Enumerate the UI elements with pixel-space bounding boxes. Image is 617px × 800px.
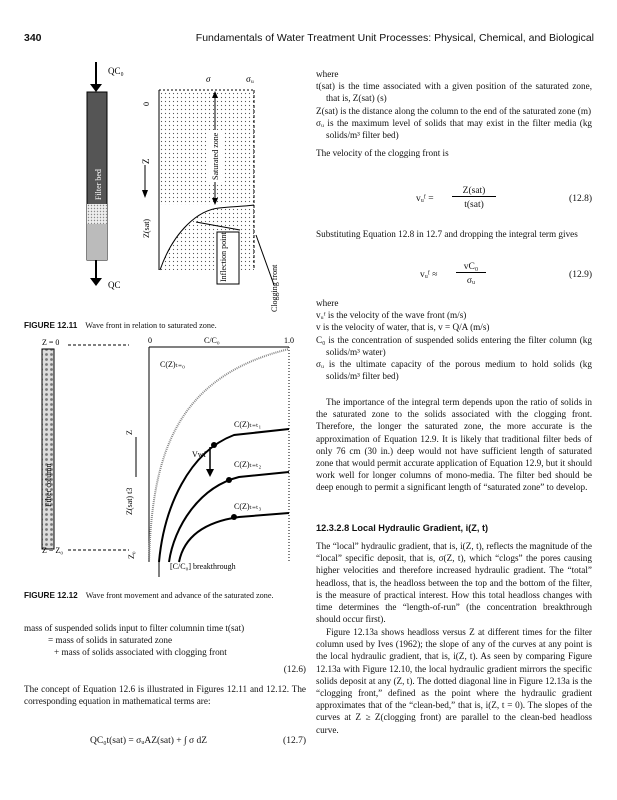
qc-label: QC — [108, 280, 121, 290]
breakthrough-label: [C/C₀] breakthrough — [170, 562, 236, 571]
c-over-c0-label: C/C₀ — [204, 337, 220, 345]
paragraph-local-gradient: The “local” hydraulic gradient, that is, i(Z, t), reflects the magnitude of the “local” specific deposit, that is, σ(Z, t), which “clogs” the pores causing higher velocities and therefore increased hydraulic gradient. The “total” headloss, that is, the headloss between the top and the bottom of the filter, is the measure of practical interest. How this total headloss changes with time determines the “length-of-run” (the concentration breakthrough should occur first). — [316, 541, 592, 625]
eq8-number: (12.8) — [569, 194, 592, 204]
c-t0-label: C(Z)ₜ₌₀ — [160, 360, 185, 369]
eq7-number: (12.7) — [283, 736, 306, 746]
paragraph-integral-term: The importance of the integral term depends upon the ratio of solids in the saturated zone to the solids associated with the clogging front. Therefore, the longer the saturated zone, the more accurate is the approximation of Equation 12.9. It is likely that traditional filter beds of only 76 cm (30 in.) deep would not have sufficient length of saturated zone that would permit accurate application of Equation 12.9, but it should work well for longer columns of mono-media. The filter bed should be deep enough to permit a significant length of “saturated zone” to develop. — [316, 397, 592, 493]
clogging-front-label: Clogging front — [270, 264, 279, 312]
curve-t2 — [169, 472, 289, 562]
equation-12-8 — [316, 186, 592, 216]
saturated-zone-label: Saturated zone — [211, 132, 220, 180]
eq9-numerator: vC₀ — [456, 262, 486, 273]
sigma-label: σ — [206, 74, 211, 84]
figure-12-12-caption-text: Wave front movement and advance of the saturated zone. — [85, 591, 274, 600]
inflection-label: Inflection point — [219, 232, 228, 282]
vwf-label: Vwf — [192, 450, 207, 459]
def-sigma-u-2: σᵤ is the ultimate capacity of the porous medium to hold solids (kg solids/m³ filter bed) — [316, 359, 592, 382]
c-t1-label: C(Z)ₜ₌ₜ₁ — [234, 420, 262, 429]
z-bottom-label: Z₀ — [127, 551, 136, 559]
equation-12-7 — [90, 736, 306, 754]
paragraph-figure-12-13: Figure 12.13a shows headloss versus Z at different times for the filter column used by Ives (1962); the slope of any of the curves at any point is the local hydraulic gradient, that is, i(Z, t). As seen by comparing Figure 12.13a with Figure 12.10, the local hydraulic gradient mirrors the specific solids deposit at any (Z, t). The dotted diagonal line in Figure 12.13a is the “clogging front,” defined as the point where the hydraulic gradient approximates that of the “clean-bed,” that is, i(Z, t = 0). The slopes of the curves at Z ≥ Z(clogging front) are parallel to the clean-bed headloss curve. — [316, 627, 592, 735]
page-header — [24, 32, 594, 46]
eq6-line1: mass of suspended solids input to filter columnin time t(sat) — [24, 623, 245, 633]
where-1: where — [316, 69, 339, 79]
sigma-u-label: σᵤ — [246, 74, 254, 84]
curve-t3 — [179, 513, 289, 562]
def-tsat: t(sat) is the time associated with a given position of the saturated zone, that is, Z(sat) (s) — [316, 81, 592, 104]
def-c0: C₀ is the concentration of suspended solids entering the filter column (kg solids/m³ water) — [316, 334, 592, 357]
figure-12-11-caption-text: Wave front in relation to saturated zone. — [85, 321, 217, 330]
right-where-block — [316, 297, 592, 382]
left-paragraph: The concept of Equation 12.6 is illustrated in Figures 12.11 and 12.12. The corresponding equation in mathematical terms are: — [24, 684, 306, 707]
def-vwf: vᵤᶠ is the velocity of the wave front (m/s) — [316, 310, 467, 321]
def-sigma-u: σᵤ is the maximum level of solids that may exist in the filter media (kg solids/m³ filter bed) — [316, 117, 592, 141]
running-title: Fundamentals of Water Treatment Unit Processes: Physical, Chemical, and Biological — [195, 32, 594, 44]
equation-12-9 — [316, 262, 592, 292]
filter-column — [42, 349, 54, 549]
figure-12-11-caption-label: FIGURE 12.11 — [24, 321, 78, 330]
def-zsat: Z(sat) is the distance along the column to the end of the saturated zone (m) — [316, 105, 592, 116]
zero-label: 0 — [142, 102, 151, 106]
z-axis-label: Z — [125, 430, 134, 435]
section-heading: 12.3.2.8 Local Hydraulic Gradient, i(Z, t) — [316, 523, 489, 533]
filter-column-label: Filter column — [44, 463, 53, 507]
one-tick: 1.0 — [284, 337, 294, 345]
right-column-top — [316, 68, 592, 159]
zz0-label: Z = Z₀ — [42, 546, 64, 555]
zero-tick: 0 — [148, 337, 152, 345]
figure-12-12 — [24, 337, 304, 582]
figure-12-11-caption — [24, 320, 304, 331]
figure-12-11 — [24, 60, 304, 315]
substitution-text: Substituting Equation 12.8 in 12.7 and dropping the integral term gives — [316, 229, 578, 239]
filter-bed-label: Filter bed — [94, 169, 103, 200]
z0-label: Z = 0 — [42, 338, 60, 347]
figure-12-12-caption-label: FIGURE 12.12 — [24, 591, 78, 600]
equation-12-6 — [24, 622, 306, 675]
eq6-number: (12.6) — [283, 663, 306, 674]
curve-t0 — [149, 349, 289, 562]
zsat-t3-label: Z(sat) t3 — [125, 487, 134, 515]
eq9-lhs: vᵤᶠ ≈ — [420, 270, 438, 280]
zsat-label: Z(sat) — [142, 218, 151, 238]
z-axis-label: Z — [141, 158, 151, 164]
c-t2-label: C(Z)ₜ₌ₜ₂ — [234, 460, 262, 469]
eq7-body: QC₀t(sat) = σᵤAZ(sat) + ∫ σ dZ — [90, 736, 208, 746]
def-v: v is the velocity of water, that is, v = Q/A (m/s) — [316, 322, 490, 333]
page-number: 340 — [24, 32, 42, 44]
eq8-numerator: Z(sat) — [452, 186, 496, 197]
qc0-label: QC₀ — [108, 66, 124, 76]
where-2: where — [316, 298, 339, 308]
figure-12-12-caption — [24, 590, 304, 601]
eq8-denominator: t(sat) — [464, 200, 484, 210]
c-t3-label: C(Z)ₜ₌ₜ₃ — [234, 502, 262, 511]
curve-t1 — [159, 429, 289, 562]
eq6-line2: = mass of solids in saturated zone — [48, 635, 173, 646]
eq8-lhs: vᵤᶠ = — [416, 194, 434, 204]
eq9-denominator: σᵤ — [466, 276, 476, 286]
velocity-intro: The velocity of the clogging front is — [316, 148, 449, 159]
eq6-line3: + mass of solids associated with clogging front — [54, 647, 227, 658]
eq9-number: (12.9) — [569, 270, 592, 280]
